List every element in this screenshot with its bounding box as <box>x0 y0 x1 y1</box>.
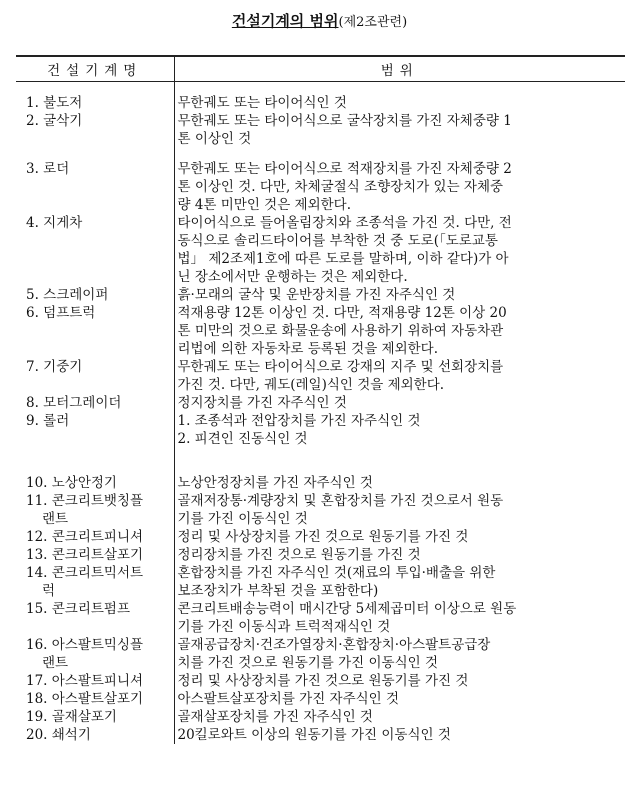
machine-range-cont: 기를 가진 이동식인 것 <box>177 511 308 527</box>
header-range: 범위 <box>174 56 625 82</box>
table-row <box>16 394 625 412</box>
machine-name-cont: 럭 <box>42 583 56 599</box>
table-row <box>16 160 625 214</box>
table-row <box>16 94 625 112</box>
machine-name: 8. 모터그레이더 <box>26 395 122 411</box>
machine-name: 6. 덤프트럭 <box>26 305 96 321</box>
machine-range: 골재살포장치를 가진 자주식인 것 <box>177 709 373 725</box>
machine-range-cont: 닌 장소에서만 운행하는 것은 제외한다. <box>177 269 408 285</box>
table-row <box>16 636 625 672</box>
machine-range-cont: 법」 제2조제1호에 따른 도로를 말하며, 이하 같다)가 아 <box>177 251 509 267</box>
table-row <box>16 304 625 358</box>
machine-range: 적재용량 12톤 이상인 것. 다만, 적재용량 12톤 이상 20 <box>177 305 507 321</box>
table-row <box>16 600 625 636</box>
machine-name: 17. 아스팔트피니셔 <box>26 673 144 689</box>
machine-range-cont: 톤 미만의 것으로 화물운송에 사용하기 위하여 자동차관 <box>177 323 504 339</box>
table-row <box>16 214 625 286</box>
machine-range: 무한궤도 또는 타이어식으로 강재의 지주 및 선회장치를 <box>177 359 504 375</box>
machine-name: 3. 로더 <box>26 161 70 177</box>
machine-range: 혼합장치를 가진 자주식인 것(재료의 투입·배출을 위한 <box>177 565 496 581</box>
table-row <box>16 112 625 148</box>
table-row <box>16 690 625 708</box>
machine-name: 19. 골재살포기 <box>26 709 117 725</box>
machine-range-cont: 기를 가진 이동식과 트럭적재식인 것 <box>177 619 391 635</box>
document-title <box>0 10 639 34</box>
machine-range: 골재공급장치·건조가열장치·혼합장치·아스팔트공급장 <box>177 637 491 653</box>
machine-range: 흙·모래의 굴삭 및 운반장치를 가진 자주식인 것 <box>177 287 456 303</box>
machine-range-cont: 치를 가진 것으로 원동기를 가진 이동식인 것 <box>177 655 438 671</box>
table-row <box>16 474 625 492</box>
machine-range: 정리 및 사상장치를 가진 것으로 원동기를 가진 것 <box>177 673 469 689</box>
machine-range: 아스팔트살포장치를 가진 자주식인 것 <box>177 691 400 707</box>
machine-range: 무한궤도 또는 타이어식인 것 <box>177 95 347 111</box>
machinery-range-table <box>16 55 625 744</box>
machine-range: 무한궤도 또는 타이어식으로 적재장치를 가진 자체중량 2 <box>177 161 512 177</box>
machine-name: 14. 콘크리트믹서트 <box>26 565 144 581</box>
table-row <box>16 564 625 600</box>
table-row <box>16 286 625 304</box>
machine-name: 13. 콘크리트살포기 <box>26 547 144 563</box>
machine-name: 18. 아스팔트살포기 <box>26 691 144 707</box>
machine-range: 정리장치를 가진 것으로 원동기를 가진 것 <box>177 547 421 563</box>
machine-range: 노상안정장치를 가진 자주식인 것 <box>177 475 373 491</box>
machine-name: 11. 콘크리트뱃칭플 <box>26 493 144 509</box>
table-row <box>16 726 625 744</box>
machine-name: 16. 아스팔트믹싱플 <box>26 637 144 653</box>
table-row <box>16 492 625 528</box>
machine-range: 골재저장통·계량장치 및 혼합장치를 가진 것으로서 원동 <box>177 493 504 509</box>
machine-range: 콘크리트배송능력이 매시간당 5세제곱미터 이상으로 원동 <box>177 601 517 617</box>
table-row <box>16 546 625 564</box>
machine-range: 정지장치를 가진 자주식인 것 <box>177 395 347 411</box>
title-main: 건설기계의 범위 <box>231 12 339 30</box>
machine-range-cont: 톤 이상인 것. 다만, 차체굴절식 조향장치가 있는 자체중 <box>177 179 504 195</box>
machine-name: 4. 지게차 <box>26 215 83 231</box>
machine-name: 7. 기중기 <box>26 359 83 375</box>
machine-range-cont: 량 4톤 미만인 것은 제외한다. <box>177 197 351 213</box>
machine-name: 20. 쇄석기 <box>26 727 91 743</box>
table-row <box>16 672 625 690</box>
table-row <box>16 358 625 394</box>
machine-name: 1. 불도저 <box>26 95 83 111</box>
table-row <box>16 708 625 726</box>
machine-range-cont: 가진 것. 다만, 궤도(레일)식인 것을 제외한다. <box>177 377 445 393</box>
table-header-row <box>16 56 625 82</box>
machine-name: 10. 노상안정기 <box>26 475 117 491</box>
machine-name: 15. 콘크리트펌프 <box>26 601 131 617</box>
machine-range-cont: 2. 피견인 진동식인 것 <box>177 431 308 447</box>
machine-name-cont: 랜트 <box>42 655 69 671</box>
machine-name-cont: 랜트 <box>42 511 69 527</box>
machine-name: 2. 굴삭기 <box>26 113 83 129</box>
machine-name: 5. 스크레이퍼 <box>26 287 109 303</box>
table-row <box>16 528 625 546</box>
machine-range-cont: 톤 이상인 것 <box>177 131 252 147</box>
table-row <box>16 412 625 448</box>
machine-range: 20킬로와트 이상의 원동기를 가진 이동식인 것 <box>177 727 451 743</box>
machine-range: 타이어식으로 들어올림장치와 조종석을 가진 것. 다만, 전 <box>177 215 512 231</box>
machine-range: 1. 조종석과 전압장치를 가진 자주식인 것 <box>177 413 421 429</box>
header-name: 건설기계명 <box>16 56 174 82</box>
machine-name: 12. 콘크리트피니셔 <box>26 529 144 545</box>
machine-range-cont: 동식으로 솔리드타이어를 부착한 것 중 도로(「도로교통 <box>177 233 498 249</box>
machine-range-cont: 보조장치가 부착된 것을 포함한다) <box>177 583 379 599</box>
machine-range-cont: 리법에 의한 자동차로 등록된 것을 제외한다. <box>177 341 438 357</box>
machine-range: 정리 및 사상장치를 가진 것으로 원동기를 가진 것 <box>177 529 469 545</box>
title-sub: (제2조관련) <box>338 15 408 30</box>
machine-range: 무한궤도 또는 타이어식으로 굴삭장치를 가진 자체중량 1 <box>177 113 512 129</box>
machine-name: 9. 롤러 <box>26 413 70 429</box>
